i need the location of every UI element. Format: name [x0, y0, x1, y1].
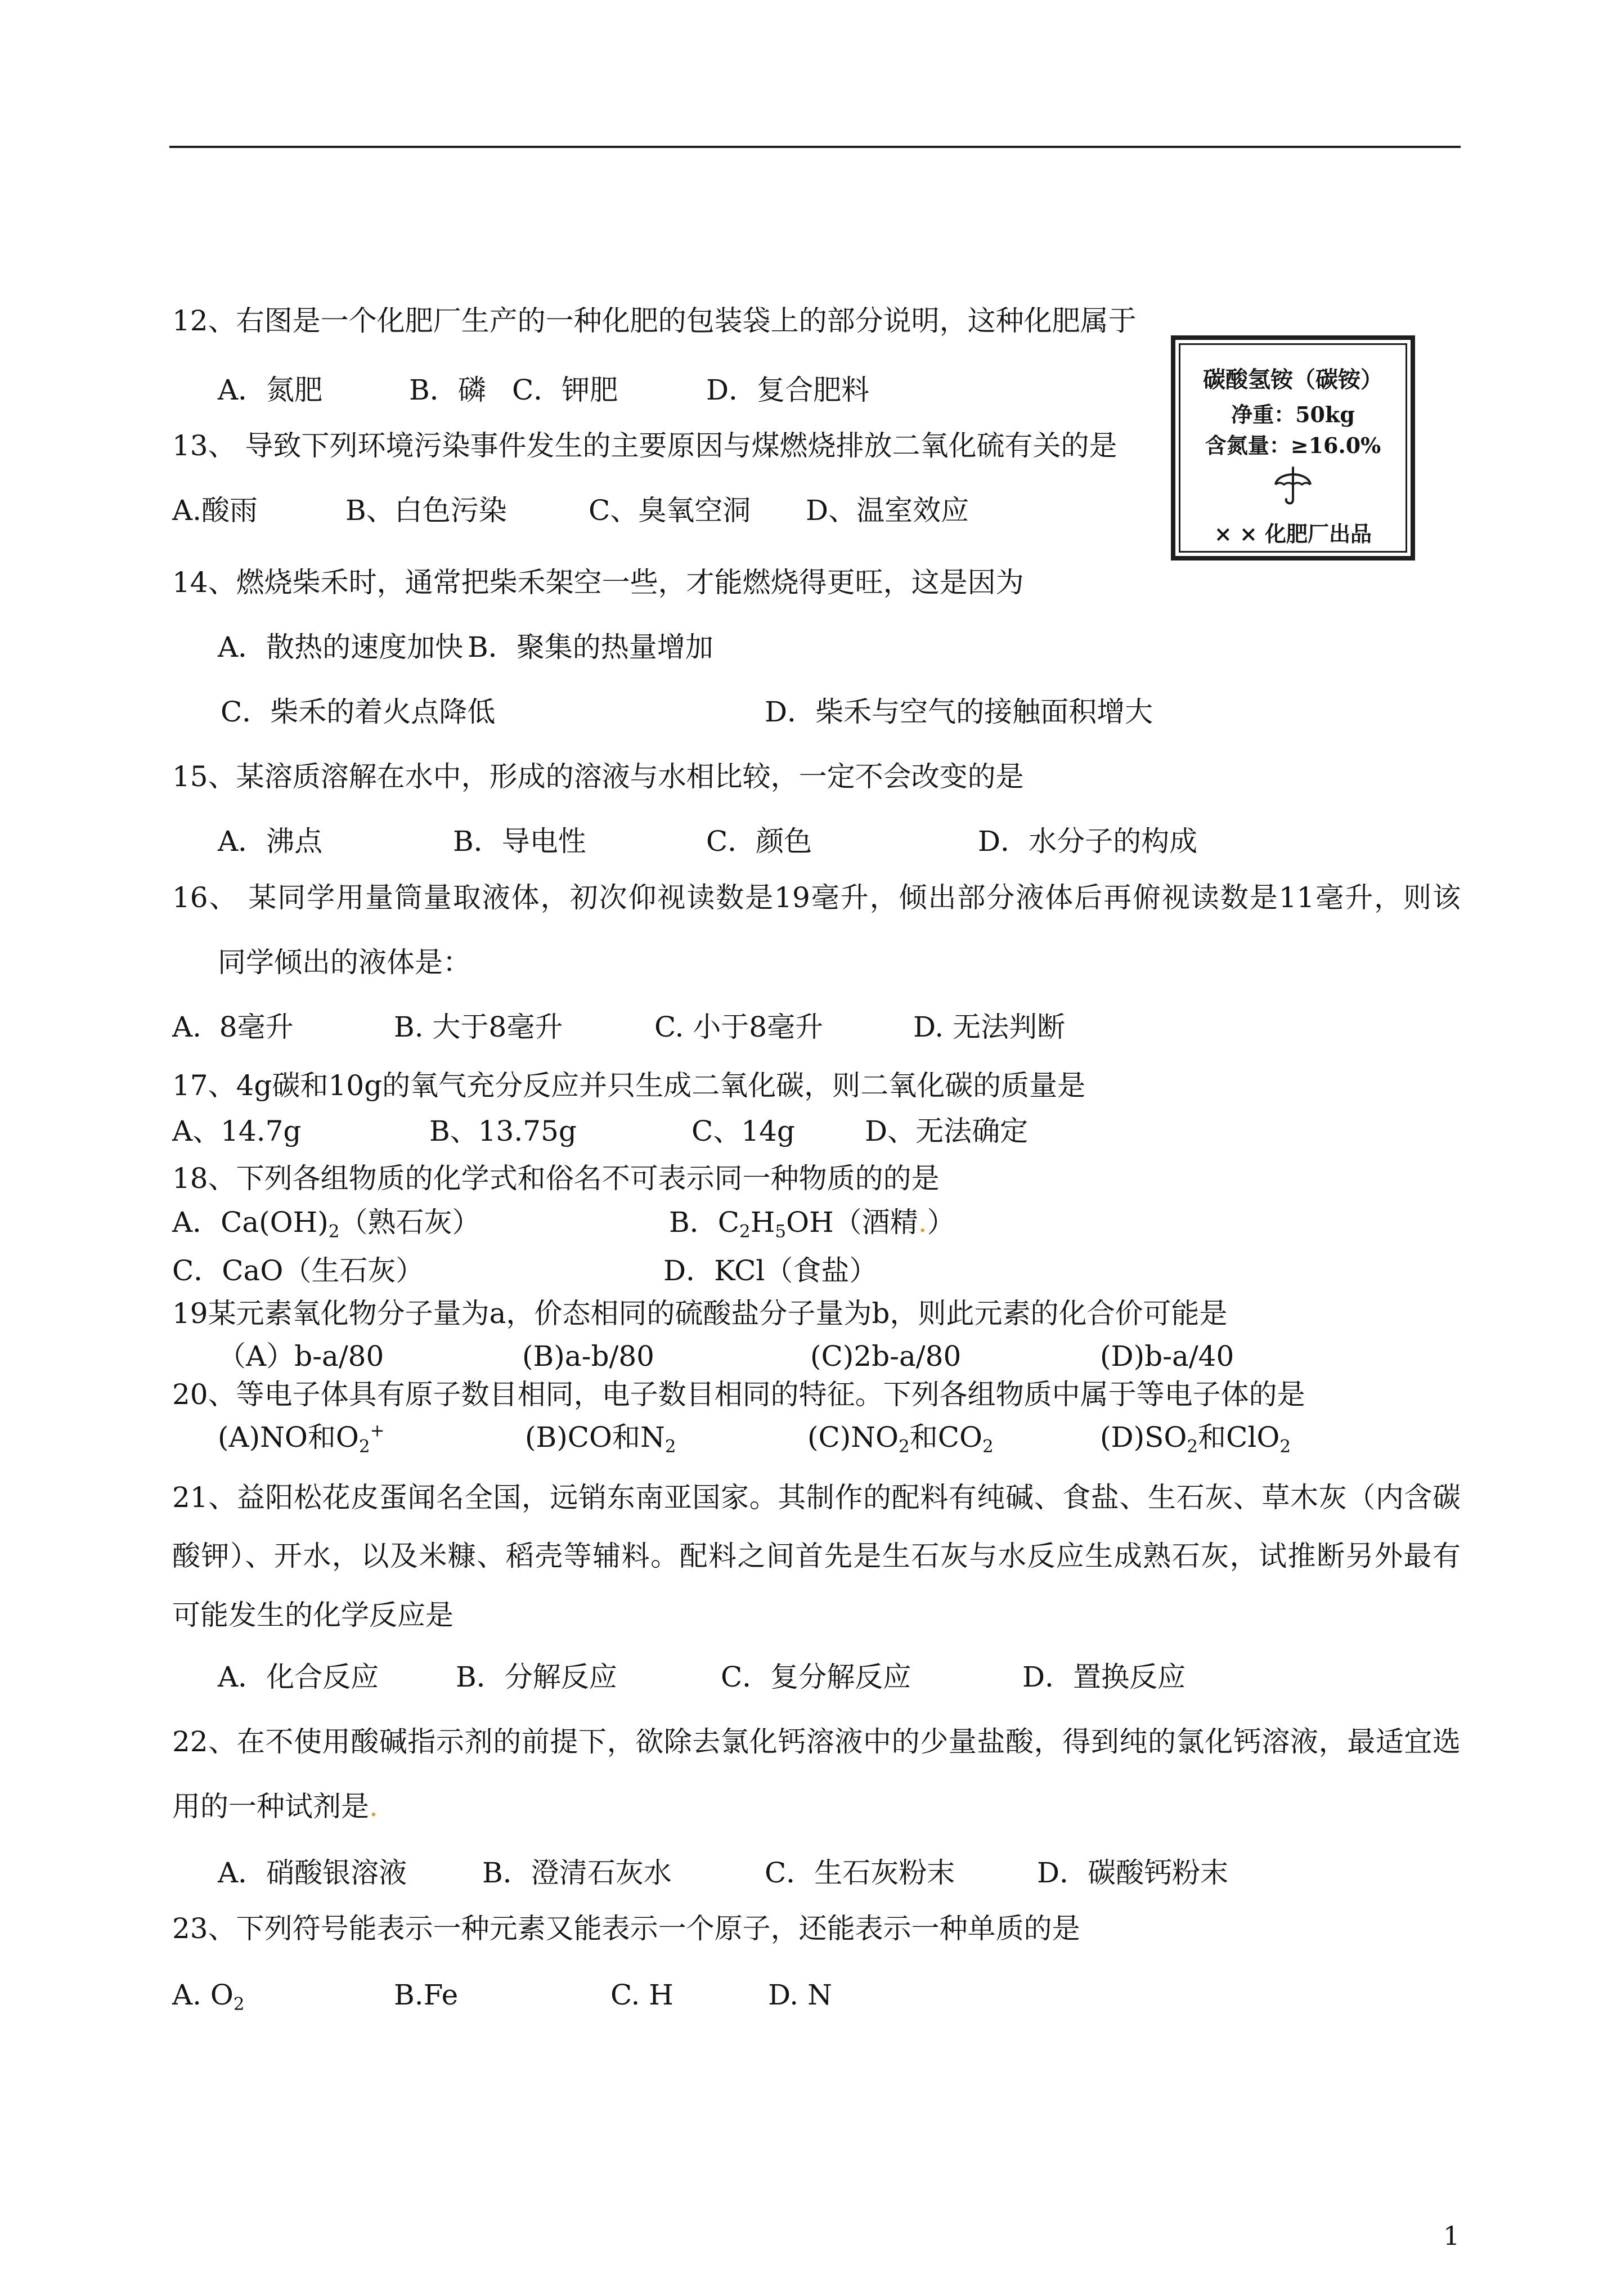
option-b: (B)a-b/80	[522, 1340, 654, 1373]
stray-dot: .	[918, 1206, 927, 1239]
option-b: B.Fe	[394, 1979, 459, 2011]
question-16	[0, 881, 1621, 914]
formula-text: A．Ca(OH)	[172, 1206, 329, 1239]
option-b	[669, 1205, 955, 1242]
option-a: A、14.7g	[172, 1115, 302, 1147]
subscript: 2	[739, 1221, 751, 1242]
question-23-stem: 23、下列符号能表示一种元素又能表示一个原子，还能表示一种单质的是	[172, 1912, 1080, 1945]
question-17-stem: 17、4g碳和10g的氧气充分反应并只生成二氧化碳，则二氧化碳的质量是	[172, 1069, 1086, 1102]
page-number: 1	[1443, 2221, 1460, 2251]
formula-text: （熟石灰）	[339, 1206, 481, 1239]
option-d: D．水分子的构成	[978, 825, 1198, 858]
question-13-options	[0, 494, 1621, 527]
question-22	[0, 1725, 1621, 1759]
question-15-stem: 15、某溶质溶解在水中，形成的溶液与水相比较，一定不会改变的是	[172, 760, 1024, 793]
option-d: D．置换反应	[1022, 1661, 1186, 1693]
question-20-stem: 20、等电子体具有原子数目相同，电子数目相同的特征。下列各组物质中属于等电子体的是	[172, 1378, 1305, 1411]
question-19-stem: 19某元素氧化物分子量为a，价态相同的硫酸盐分子量为b，则此元素的化合价可能是	[172, 1297, 1228, 1330]
formula-text: (D)SO	[1100, 1421, 1187, 1454]
formula-text: 和ClO	[1198, 1421, 1280, 1454]
option-b: B．磷	[409, 374, 486, 406]
question-17	[0, 1069, 1621, 1102]
option-b: B．导电性	[453, 825, 586, 858]
question-18-stem: 18、下列各组物质的化学式和俗名不可表示同一种物质的的是	[172, 1162, 940, 1195]
question-21-stem-line-3: 可能发生的化学反应是	[172, 1599, 453, 1631]
question-17-options	[0, 1114, 1621, 1148]
question-21	[0, 1481, 1621, 1514]
subscript: 2	[1279, 1436, 1291, 1457]
option-c	[807, 1420, 994, 1457]
stray-dot: .	[369, 1790, 378, 1823]
formula-text: (C)NO	[807, 1421, 899, 1454]
question-21-stem-line-2: 酸钾）、开水，以及米糠、稻壳等辅料。配料之间首先是生石灰与水反应生成熟石灰，试推断另外最有	[172, 1540, 1461, 1572]
question-14-stem: 14、燃烧柴禾时，通常把柴禾架空一些，才能燃烧得更旺，这是因为	[172, 566, 1024, 599]
question-22-options	[0, 1856, 1621, 1890]
question-21-continued	[0, 1539, 1621, 1573]
question-22-continued	[0, 1790, 1621, 1823]
question-12-options	[0, 373, 1621, 407]
subscript: 2	[1187, 1436, 1198, 1457]
subscript: 2	[328, 1221, 340, 1242]
option-a: （A）b-a/80	[218, 1340, 384, 1373]
question-16-stem-line-2: 同学倾出的液体是：	[218, 946, 471, 979]
option-a: A．硝酸银溶液	[218, 1856, 407, 1889]
question-22-stem-line-1: 22、在不使用酸碱指示剂的前提下，欲除去氯化钙溶液中的少量盐酸，得到纯的氯化钙溶液，最适宜选	[172, 1725, 1461, 1758]
option-d: (D)b-a/40	[1100, 1340, 1234, 1373]
option-b: B．聚集的热量增加	[468, 631, 713, 663]
option-a	[172, 1205, 481, 1242]
question-15-options	[0, 824, 1621, 858]
formula-text: (B)CO和N	[525, 1421, 665, 1454]
formula-text: H	[750, 1206, 775, 1239]
option-d	[1100, 1420, 1291, 1457]
option-d: D. N	[768, 1979, 832, 2011]
question-19	[0, 1297, 1621, 1330]
question-20-options	[0, 1420, 1621, 1457]
option-d: D．碳酸钙粉末	[1037, 1856, 1229, 1889]
subscript: 2	[664, 1436, 676, 1457]
subscript: 2	[899, 1436, 910, 1457]
question-19-options	[0, 1339, 1621, 1373]
option-a: A．氮肥	[218, 374, 323, 406]
option-c: C、14g	[691, 1115, 795, 1147]
question-12-stem: 12、右图是一个化肥厂生产的一种化肥的包装袋上的部分说明，这种化肥属于	[172, 304, 1137, 337]
option-b: B. 大于8毫升	[394, 1011, 563, 1043]
question-14	[0, 566, 1621, 599]
option-d: D. 无法判断	[913, 1011, 1066, 1043]
option-a: A. 8毫升	[172, 1011, 294, 1043]
option-b: B．分解反应	[456, 1661, 617, 1693]
question-14-options-ab	[0, 630, 1621, 664]
fertilizer-nitrogen-content: 含氮量：≥16.0%	[1205, 433, 1381, 458]
option-c: C. H	[610, 1979, 673, 2011]
option-a: A．化合反应	[218, 1661, 379, 1693]
subscript: 2	[358, 1436, 370, 1457]
question-12	[0, 304, 1621, 338]
formula-text: 和CO	[909, 1421, 982, 1454]
question-18-options-cd	[0, 1254, 1621, 1288]
question-20	[0, 1378, 1621, 1411]
option-b: B、白色污染	[345, 494, 507, 527]
subscript: 2	[233, 1994, 245, 2015]
question-18	[0, 1162, 1621, 1195]
fertilizer-manufacturer: × × 化肥厂出品	[1214, 521, 1372, 546]
option-d: D．柴禾与空气的接触面积增大	[765, 696, 1153, 728]
formula-text: (A)NO和O	[218, 1421, 359, 1454]
question-16-continued	[0, 945, 1621, 979]
formula-text: A. O	[172, 1979, 234, 2011]
option-c: C．复分解反应	[721, 1661, 911, 1693]
question-23-options	[0, 1978, 1621, 2015]
option-c: C．柴禾的着火点降低	[221, 696, 496, 728]
option-c: C．CaO（生石灰）	[172, 1254, 424, 1287]
formula-text: ）	[927, 1206, 955, 1239]
fertilizer-net-weight: 净重：50kg	[1231, 402, 1355, 427]
header-rule	[169, 146, 1461, 148]
option-b: B．澄清石灰水	[482, 1856, 672, 1889]
question-21-stem-line-1: 21、益阳松花皮蛋闻名全国，远销东南亚国家。其制作的配料有纯碱、食盐、生石灰、草木灰（内含碳	[172, 1481, 1461, 1514]
option-a	[172, 1978, 245, 2015]
option-d: D、无法确定	[865, 1115, 1029, 1147]
option-c: C．钾肥	[512, 374, 618, 406]
option-d: D．复合肥料	[706, 374, 870, 406]
option-c: C．生石灰粉末	[765, 1856, 955, 1889]
option-b	[525, 1420, 676, 1457]
option-c: C. 小于8毫升	[654, 1011, 824, 1043]
option-d: D、温室效应	[806, 494, 969, 527]
option-a: A．散热的速度加快	[218, 631, 464, 663]
option-c: C、臭氧空洞	[589, 494, 751, 527]
question-16-options	[0, 1010, 1621, 1044]
subscript: 2	[982, 1436, 994, 1457]
question-23	[0, 1912, 1621, 1945]
option-c: C．颜色	[706, 825, 812, 858]
option-a: A．沸点	[218, 825, 323, 858]
stem-text: 用的一种试剂是	[172, 1790, 369, 1823]
question-16-stem-line-1: 16、 某同学用量筒量取液体，初次仰视读数是19毫升，倾出部分液体后再俯视读数是11毫升，则该	[172, 881, 1461, 914]
formula-text: B．C	[669, 1206, 739, 1239]
question-21-continued	[0, 1598, 1621, 1632]
question-21-options	[0, 1660, 1621, 1694]
superscript: +	[370, 1420, 385, 1441]
formula-text: OH（酒精	[786, 1206, 918, 1239]
question-15	[0, 760, 1621, 793]
fertilizer-product-name: 碳酸氢铵（碳铵）	[1203, 366, 1383, 393]
question-14-options-cd	[0, 695, 1621, 729]
question-18-options-ab	[0, 1205, 1621, 1242]
option-c: (C)2b-a/80	[810, 1340, 962, 1373]
question-13-stem: 13、 导致下列环境污染事件发生的主要原因与煤燃烧排放二氧化硫有关的是	[172, 429, 1117, 462]
option-a	[218, 1420, 385, 1457]
question-22-stem-line-2	[172, 1790, 378, 1823]
option-b: B、13.75g	[429, 1115, 577, 1147]
subscript: 5	[775, 1221, 787, 1242]
option-d: D．KCl（食盐）	[663, 1254, 878, 1287]
option-a: A.酸雨	[172, 494, 258, 527]
question-13	[0, 429, 1621, 463]
